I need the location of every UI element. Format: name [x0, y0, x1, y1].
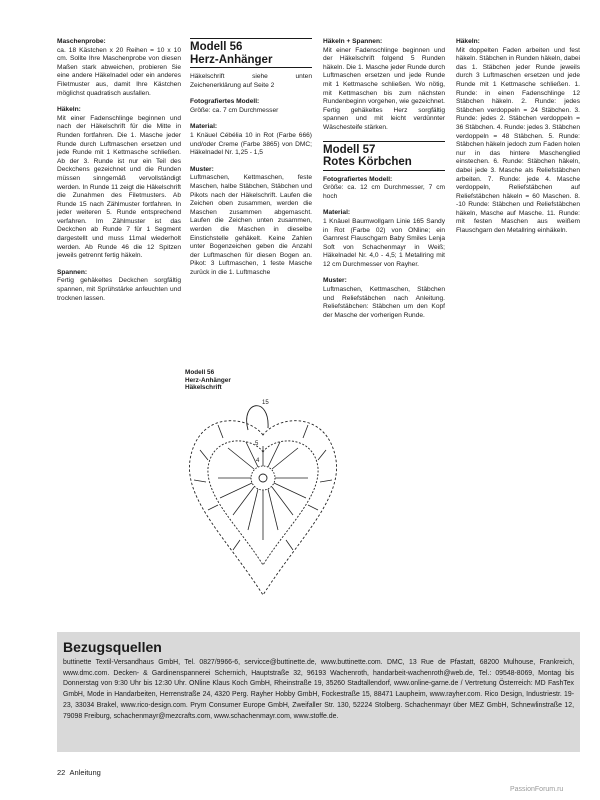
haekeln-spannen-heading: Häkeln + Spannen: [323, 38, 383, 45]
chart-label-name: Herz-Anhänger [185, 376, 231, 384]
section-name: Anleitung [69, 768, 101, 777]
haekeln-text: Mit doppelten Faden arbeiten und fest häkeln. Stäbchen in Runden häkeln, dabei das 1. Stäbchen jeder Runde jeweils durch 3 Luftmaschen ersetzen und jede Runde mit 1 Kettmasche schließen. 1. Runde: in einen Fadenschlinge 12 Stäbchen häkeln. 2. Runde: jedes Stäbchen verdoppeln = 24 Stäbchen. 3. Runde: jedes 2. Stäbchen verdoppeln = 36 Stäbchen. 4. Runde: jedes 3. Stäbchen verdoppeln = 48 Stäbchen. 5. Runde: Stäbchen häkeln jedoch zum Faden holen nur in das hintere Maschenglied einstechen. 6. Runde: Stäbchen häkeln, dabei jede 3. Masche als Reliefstäbchen arbeiten. 7. Runde: jede 4. Masche verdoppeln, Reliefstäbchen auf Reliefstäbchen häkeln = 60 Maschen. 8. -10 Runde: Stäbchen und Reliefstäbchen häkeln, Masche auf Masche. 11. Runde: mit festen Maschen aus weißem Flauschgarn den Metallring einhäkeln. [456, 46, 580, 235]
center-ring [251, 466, 275, 490]
page-number: 22 [57, 768, 66, 777]
model-56-intro: Häkelschrift siehe unten Zeichenerklärung auf Seite 2 [190, 73, 312, 89]
material-heading: Material: [190, 123, 218, 131]
spannen-text: Fertig gehäkeltes Deckchen sorgfältig spannen, mit Sprühstärke anfeuchten und trocknen lassen. [57, 277, 181, 302]
muster-heading: Muster: [323, 277, 347, 285]
model-57-number: Modell 57 [323, 143, 376, 156]
maschenprobe-heading: Maschenprobe: [57, 38, 106, 45]
haekeln-text: Mit einer Fadenschlinge beginnen und nach der Häkelschrift für die Mitte in Runden fortfahren. Die 1. Masche jeder Runde durch Luftmaschen ersetzen und jede Runde mit 1 Kettmasche schließen. Ab der 3. Runde ist nur ein Teil des Deckchens gezeichnet und die Runden müssen sinngemäß vervollständigt werden. In Runde 11 zeigt die Häkelschrift die Zunahmen des Filetmusters. Ab Runde 15 nach Zählmuster fortfahren. In jeder weiteren 5. Runde entsprechend verfahren. Im Zählmuster ist das Deckchen ab Runde 7 für 1 Segment dargestellt und muss 11mal wiederholt werden. Ab Runde 46 die 12 Spitzen jeweils getrennt fertig häkeln. [57, 114, 181, 260]
muster-text: Luftmaschen, Kettmaschen, Stäbchen und Reliefstäbchen nach Anleitung. Reliefstäbchen: Stäbchen um den Kopf der Masche der vorherigen Runde. [323, 286, 445, 319]
bezugsquellen-box [57, 632, 580, 752]
model-57-name: Rotes Körbchen [323, 156, 412, 169]
model-56-name: Herz-Anhänger [190, 53, 273, 66]
fotografiert-text: Größe: ca. 7 cm Durchmesser [190, 106, 279, 114]
model-56-title [190, 38, 312, 68]
column-2 [190, 38, 312, 277]
crochet-chart-label [185, 369, 231, 392]
fotografiert-text: Größe: ca. 12 cm Durchmesser, 7 cm hoch [323, 184, 445, 200]
bezugsquellen-text: buttinette Textil-Versandhaus GmbH, Tel. 0827/9966-6, servicce@buttinette.de, www.buttinette.com. DMC, 13 Rue de Pfastatt, 68200 Mulhouse, Frankreich, www.dmc.com. Decken- & Gardinenspannerei Schernich, Hauptstraße 32, 96193 Wachenroth, handarbeit-wachenroth@web.de, Tel.: 09548-8069, Montag bis Donnerstag von 9:30 Uhr bis 12:30 Uhr. ONline Klaus Koch GmbH, Rheinstraße 19, 35260 Stadtallendorf, www.online-garne.de / Vertretung Österreich: MD FashTex GmbH, Mode in Handarbeiten, Herrenstraße 24, 4320 Perg. Rayher Hobby GmbH, Fockestraße 15, 88471 Laupheim, www.rayher.com. Rico Design, Industriestr. 19-23, 33034 Brakel, www.rico-design.com. Prym Consumer Europe GmbH, Zweifaller Str. 130, 52224 Stolberg. Schachenmayr über MEZ GmbH, Schnewlinstraße 12, 79098 Freiburg, schachenmayr@mezcrafts.com, www.schachenmayr.com, www.stoffe.de. [63, 659, 574, 720]
haekeln-heading: Häkeln: [57, 106, 81, 114]
muster-heading: Muster: [190, 165, 214, 173]
maschenprobe-text: ca. 18 Kästchen x 20 Reihen = 10 x 10 cm. Sollte Ihre Maschenprobe von diesen Maßen stark abweichen, probieren Sie eine andere Häkelnadel oder ein anderes Filetmuster aus, damit Ihre Kästchen möglichst quadratisch ausfallen. [57, 46, 181, 97]
column-1 [57, 38, 181, 303]
column-4 [456, 38, 580, 236]
spannen-heading: Spannen: [57, 268, 88, 276]
chart-label-model: Modell 56 [185, 369, 215, 376]
heart-crochet-diagram [178, 390, 348, 605]
watermark: PassionForum.ru [510, 786, 564, 793]
material-text: 1 Knäuel Cébélia 10 in Rot (Farbe 666) und/oder Creme (Farbe 3865) von DMC; Häkelnadel Nr. 1,25 - 1,5 [190, 131, 312, 157]
round-number-5: 5 [255, 441, 259, 447]
stitch-marks [194, 425, 332, 550]
fotografiert-heading: Fotografiertes Modell: [190, 98, 260, 106]
haekeln-spannen-text: Mit einer Fadenschlinge beginnen und der Häkelschrift folgend 5 Runden häkeln. Die 1. Masche jeder Runde durch Luftmaschen ersetzen und jede Runde mit 1 Kettmasche schließen. Wo nötig, mit Kettmaschen bis zum nächsten Rundenbeginn vorgehen, wie gezeichnet. Fertig gehäkeltes Herz sorgfältig spannen und mit leicht verdünnter Wäschesteife stärken. [323, 46, 445, 131]
material-heading: Material: [323, 209, 351, 217]
center-start [259, 474, 267, 482]
fotografiert-heading: Fotografiertes Modell: [323, 175, 393, 183]
round-number-4: 4 [256, 458, 260, 464]
model-56-number: Modell 56 [190, 41, 243, 53]
bezugsquellen-title: Bezugsquellen [63, 639, 162, 655]
model-57-title [323, 141, 445, 171]
round-number-15: 15 [262, 400, 269, 406]
muster-text: Luftmaschen, Kettmaschen, feste Maschen, halbe Stäbchen, Stäbchen und Pikots nach der Häkelschrift. Laufen die Zeichen oben zusammen, werden die Maschen zusammen abgemascht. Laufen die Zeichen unten zusammen, werden die Maschen in dieselbe Einstichstelle gehäkelt. Keine Zahlen unter Bogenzeichen geben die Anzahl der Luftmaschen für diesen Bogen an. Pikot: 3 Luftmaschen, 1 feste Masche zurück in die 1. Luftmasche [190, 174, 312, 276]
chart-label-type: Häkelschrift [185, 384, 222, 392]
hanging-loop [247, 406, 268, 430]
material-text: 1 Knäuel Baumwollgarn Linie 165 Sandy in Rot (Farbe 02) von ONline; ein Garnrest Flauschgarn Baby Smiles Lenja Soft von Schachenmayr in Weiß; Häkelnadel Nr. 4,0 - 4,5; 1 Metallring mit 12 cm Durchmesser von Rayher. [323, 217, 445, 268]
haekeln-heading: Häkeln: [456, 38, 480, 45]
column-3 [323, 38, 445, 320]
page-footer [57, 768, 101, 777]
